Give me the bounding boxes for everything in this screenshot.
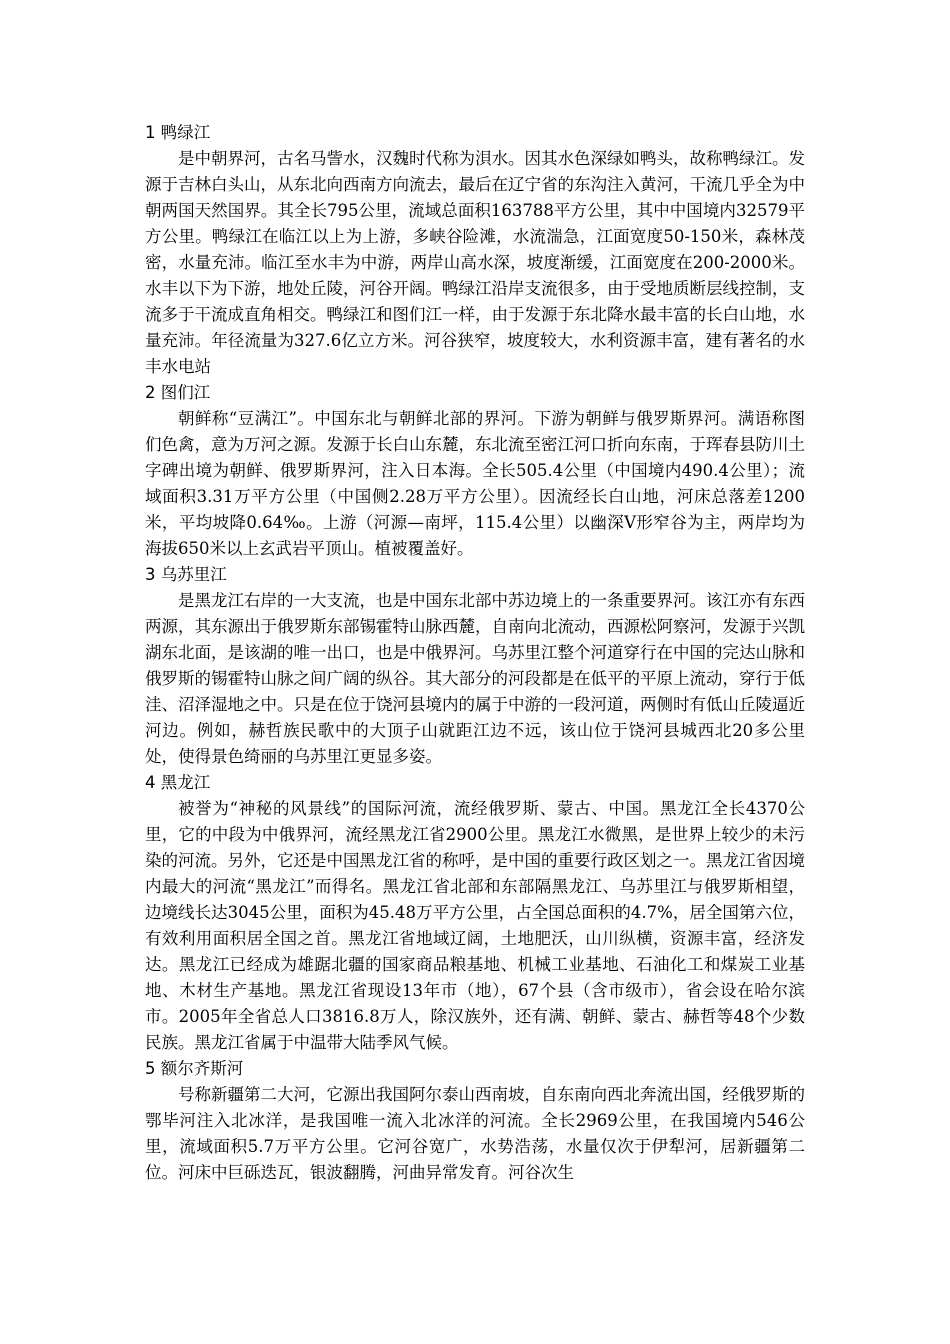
section-irtysh-river bbox=[145, 1056, 805, 1186]
section-paragraph: 是黑龙江右岸的一大支流，也是中国东北部中苏边境上的一条重要界河。该江亦有东西两源，其东源出于俄罗斯东部锡霍特山脉西麓，自南向北流动，西源松阿察河，发源于兴凯湖东北面，是该湖的唯一出口，也是中俄界河。乌苏里江整个河道穿行在中国的完达山脉和俄罗斯的锡霍特山脉之间广阔的纵谷。其大部分的河段都是在低平的平原上流动，穿行于低洼、沼泽湿地之中。只是在位于饶河县境内的属于中游的一段河道，两侧时有低山丘陵逼近河边。例如，赫哲族民歌中的大顶子山就距江边不远，该山位于饶河县城西北20多公里处，使得景色绮丽的乌苏里江更显多姿。 bbox=[145, 591, 805, 766]
section-paragraph: 是中朝界河，古名马訾水，汉魏时代称为浿水。因其水色深绿如鸭头，故称鸭绿江。发源于吉林白头山，从东北向西南方向流去，最后在辽宁省的东沟注入黄河，干流几乎全为中朝两国天然国界。其全长795公里，流域总面积163788平方公里，其中中国境内32579平方公里。鸭绿江在临江以上为上游，多峡谷险滩，水流湍急，江面宽度50-150米，森林茂密，水量充沛。临江至水丰为中游，两岸山高水深，坡度渐缓，江面宽度在200-2000米。水丰以下为下游，地处丘陵，河谷开阔。鸭绿江沿岸支流很多，由于受地质断层线控制，支流多于干流成直角相交。鸭绿江和图们江一样，由于发源于东北降水最丰富的长白山地，水量充沛。年径流量为327.6亿立方米。河谷狭窄，坡度较大，水利资源丰富，建有著名的水丰水电站 bbox=[145, 149, 805, 376]
section-heading: 2 图们江 bbox=[145, 383, 211, 402]
section-heading: 4 黑龙江 bbox=[145, 773, 211, 792]
section-heading: 5 额尔齐斯河 bbox=[145, 1059, 244, 1078]
section-ussuri-river bbox=[145, 562, 805, 770]
section-heading: 3 乌苏里江 bbox=[145, 565, 227, 584]
section-heading: 1 鸭绿江 bbox=[145, 123, 211, 142]
section-yalu-river bbox=[145, 120, 805, 380]
section-paragraph: 朝鲜称“豆满江”。中国东北与朝鲜北部的界河。下游为朝鲜与俄罗斯界河。满语称图们色禽，意为万河之源。发源于长白山东麓，东北流至密江河口折向东南，于珲春县防川土字碑出境为朝鲜、俄罗斯界河，注入日本海。全长505.4公里（中国境内490.4公里）；流域面积3.31万平方公里（中国侧2.28万平方公里）。因流经长白山地，河床总落差1200米，平均坡降0.64‰。上游（河源—南坪，115.4公里）以幽深V形窄谷为主，两岸均为海拔650米以上玄武岩平顶山。植被覆盖好。 bbox=[145, 409, 805, 558]
section-paragraph: 被誉为“神秘的风景线”的国际河流，流经俄罗斯、蒙古、中国。黑龙江全长4370公里，它的中段为中俄界河，流经黑龙江省2900公里。黑龙江水微黑，是世界上较少的未污染的河流。另外，它还是中国黑龙江省的称呼，是中国的重要行政区划之一。黑龙江省因境内最大的河流“黑龙江”而得名。黑龙江省北部和东部隔黑龙江、乌苏里江与俄罗斯相望，边境线长达3045公里，面积为45.48万平方公里，占全国总面积的4.7%，居全国第六位，有效利用面积居全国之首。黑龙江省地域辽阔，土地肥沃，山川纵横，资源丰富，经济发达。黑龙江已经成为雄踞北疆的国家商品粮基地、机械工业基地、石油化工和煤炭工业基地、木材生产基地。黑龙江省现设13年市（地），67个县（含市级市），省会设在哈尔滨市。2005年全省总人口3816.8万人，除汉族外，还有满、朝鲜、蒙古、赫哲等48个少数民族。黑龙江省属于中温带大陆季风气候。 bbox=[145, 799, 805, 1052]
section-tumen-river bbox=[145, 380, 805, 562]
section-heilong-river bbox=[145, 770, 805, 1056]
section-paragraph: 号称新疆第二大河，它源出我国阿尔泰山西南坡，自东南向西北奔流出国，经俄罗斯的鄂毕河注入北冰洋，是我国唯一流入北冰洋的河流。全长2969公里，在我国境内546公里，流域面积5.7万平方公里。它河谷宽广，水势浩荡，水量仅次于伊犁河，居新疆第二位。河床中巨砾迭瓦，银波翻腾，河曲异常发育。河谷次生 bbox=[145, 1085, 805, 1182]
